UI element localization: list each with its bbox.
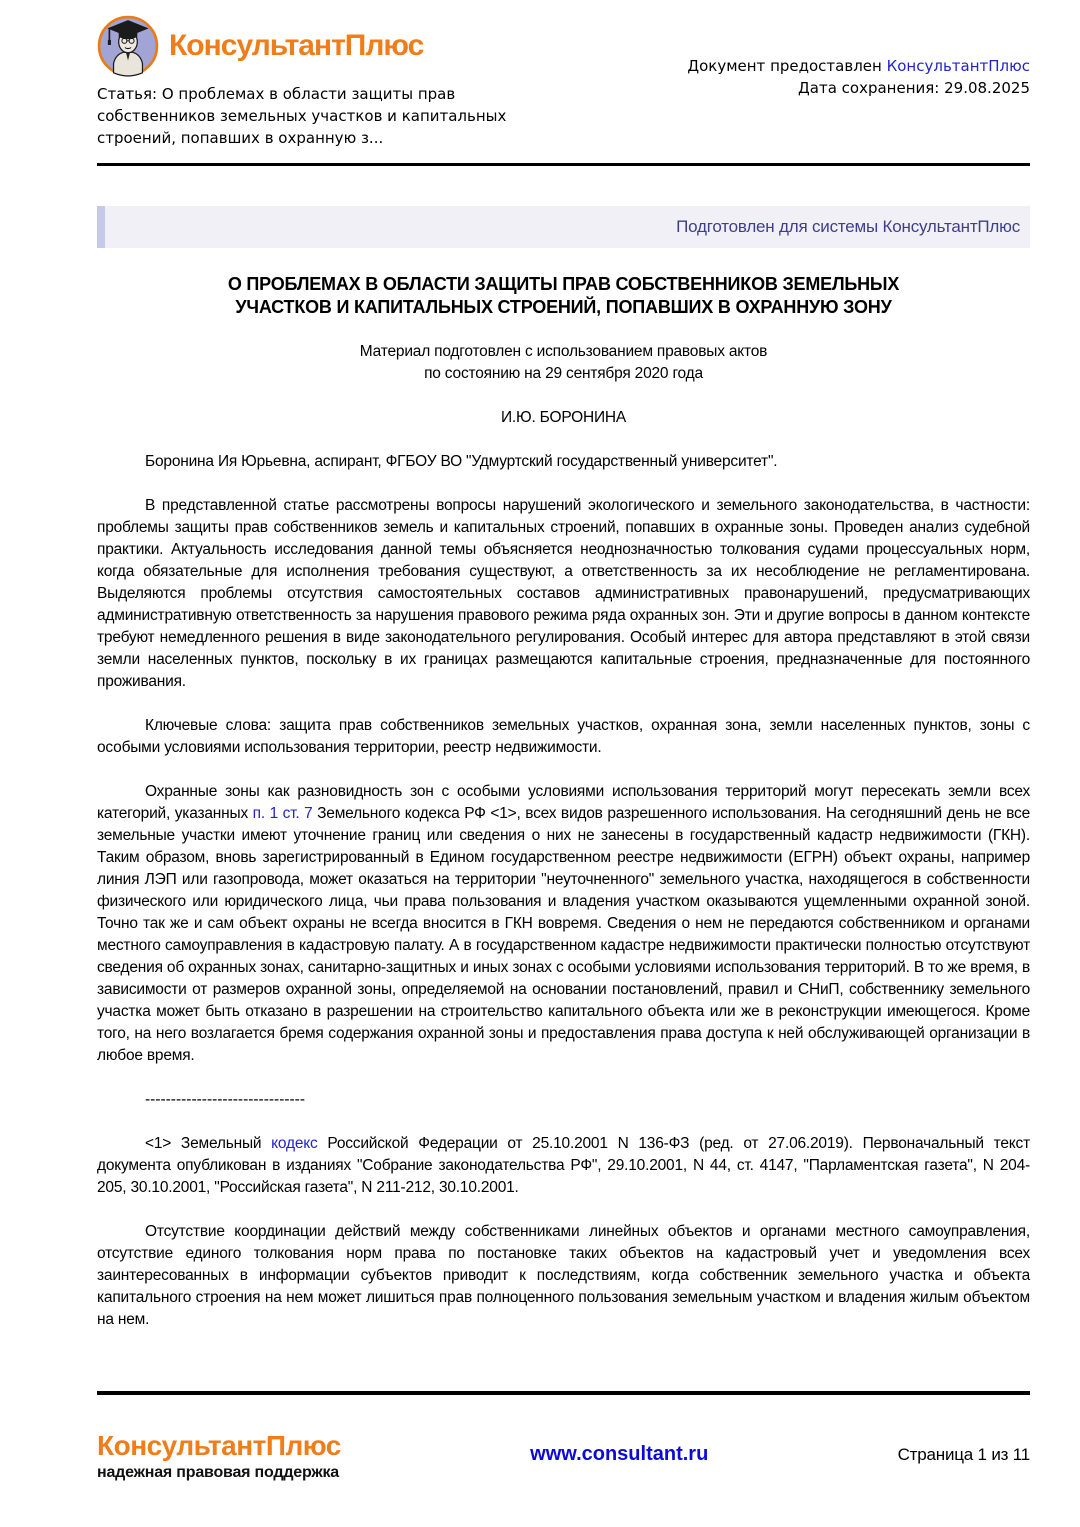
save-date: Дата сохранения: 29.08.2025: [798, 79, 1030, 97]
main-paragraph: Охранные зоны как разновидность зон с особыми условиями использования территорий могут пересекать земли всех категорий, указанных п. 1 ст. 7 Земельного кодекса РФ <1>, всех видов разрешенного использования. На сегодняшний день не все земельные участки имеют уточнение границ или сведения о них не занесены в государственный кадастр недвижимости (ГКН). Таким образом, вновь зарегистрированный в Едином государственном реестре недвижимости (ЕГРН) объект охраны, например линия ЛЭП или газопровода, может оказаться на территории "неуточненного" земельного участка, находящегося в собственности физического или юридического лица, чьи права пользования и владения участком оказываются ущемленными охранной зоной. Точно так же и сам объект охраны не всегда вносится в ГКН вовремя. Сведения о нем не передаются собственником и органами местного самоуправления в кадастровую палату. А в государственном кадастре недвижимости практически полностью отсутствуют сведения об охранных зонах, санитарно-защитных и иных зонах с особыми условиями использования территорий. В то же время, в зависимости от размеров охранной зоны, определяемой на основании постановлений, правил и СНиП, собственнику земельного участка может быть отказано в разрешении на строительство капитального объекта или же в реконструкции имеющегося. Кроме того, на него возлагается бремя содержания охранной зоны и предоставления права доступа к ней обслуживающей организации в любое время.: [97, 783, 1030, 1064]
footnote-divider: -------------------------------: [145, 1091, 306, 1108]
provided-by-link[interactable]: КонсультантПлюс: [886, 57, 1030, 75]
footer-logo-text: КонсультантПлюс: [97, 1430, 341, 1461]
consultant-url-link[interactable]: www.consultant.ru: [530, 1443, 709, 1465]
closing-paragraph: Отсутствие координации действий между собственниками линейных объектов и органами местного самоуправления, отсутствие единого толкования норм права по постановке таких объектов на кадастровый учет и уведомления всех заинтересованных в информации субъектов приводит к последствиям, когда собственник земельного участка и объекта капитального строения на нем может лишиться прав полноценного пользования земельным участком и владения жилым объектом на нем.: [97, 1223, 1030, 1328]
provided-by-text: Документ предоставлен: [687, 57, 887, 75]
page-footer: [97, 1391, 1030, 1482]
footer-brand: [97, 1431, 341, 1482]
page-header: [97, 15, 1030, 149]
article-reference: Статья: О проблемах в области защиты прав собственников земельных участков и капитальных строений, попавших в охранную з...: [97, 85, 507, 147]
material-note-line-1: Материал подготовлен с использованием правовых актов: [359, 343, 768, 360]
scholar-graduate-icon: [97, 15, 159, 77]
author-name: И.Ю. БОРОНИНА: [500, 409, 627, 426]
logo-wordmark: КонсультантПлюс: [169, 29, 424, 62]
banner-text: Подготовлен для системы КонсультантПлюс: [676, 217, 1020, 236]
header-left: [97, 15, 529, 149]
abstract-paragraph: В представленной статье рассмотрены вопросы нарушений экологического и земельного законодательства, в частности: проблемы защиты прав собственников земель и капитальных строений, попавших в охранные зоны. Проведен анализ судебной практики. Актуальность исследования данной темы объясняется неоднозначностью толкования судами процессуальных норм, когда обязательные для исполнения требования существуют, а ответственность за их несоблюдение не регламентирована. Выделяются проблемы отсутствия самостоятельных составов административных правонарушений, предусматривающих административную ответственность за нарушения правового режима ряда охранных зон. Эти и другие вопросы в данном контексте требуют немедленного решения в виде законодательного регулирования. Особый интерес для автора представляют в этой связи земли населенных пунктов, поскольку в их границах размещаются капитальные строения, предназначенные для постоянного проживания.: [97, 497, 1030, 690]
title-line-2: УЧАСТКОВ И КАПИТАЛЬНЫХ СТРОЕНИЙ, ПОПАВШИХ В ОХРАННУЮ ЗОНУ: [235, 297, 892, 317]
footer-url-block: [341, 1431, 898, 1466]
title-line-1: О ПРОБЛЕМАХ В ОБЛАСТИ ЗАЩИТЫ ПРАВ СОБСТВЕННИКОВ ЗЕМЕЛЬНЫХ: [227, 274, 900, 294]
page-number: Страница 1 из 11: [897, 1445, 1030, 1464]
inline-law-link[interactable]: п. 1 ст. 7: [252, 805, 313, 822]
provided-by-line: [687, 55, 1030, 77]
consultant-logo: [97, 15, 529, 77]
footnote-paragraph: <1> Земельный кодекс Российской Федерации от 25.10.2001 N 136-ФЗ (ред. от 27.06.2019). Первоначальный текст документа опубликован в изданиях "Собрание законодательства РФ", 29.10.2001, N 44, ст. 4147, "Парламентская газета", N 204-205, 30.10.2001, "Российская газета", N 211-212, 30.10.2001.: [97, 1135, 1030, 1196]
footer-tagline: надежная правовая поддержка: [97, 1464, 339, 1481]
header-rule: [97, 163, 1030, 166]
prepared-for-banner: [97, 206, 1030, 248]
material-note-line-2: по состоянию на 29 сентября 2020 года: [424, 365, 703, 382]
header-right: [687, 55, 1030, 99]
inline-law-link[interactable]: кодекс: [271, 1135, 318, 1152]
keywords-paragraph: Ключевые слова: защита прав собственников земельных участков, охранная зона, земли населенных пунктов, зоны с особыми условиями использования территории, реестр недвижимости.: [97, 717, 1030, 756]
document-body: [97, 273, 1030, 1353]
footer-rule: [97, 1391, 1030, 1395]
material-note: [97, 341, 1030, 385]
document-title: [97, 273, 1030, 319]
author-affiliation: Боронина Ия Юрьевна, аспирант, ФГБОУ ВО "Удмуртский государственный университет".: [145, 453, 778, 470]
